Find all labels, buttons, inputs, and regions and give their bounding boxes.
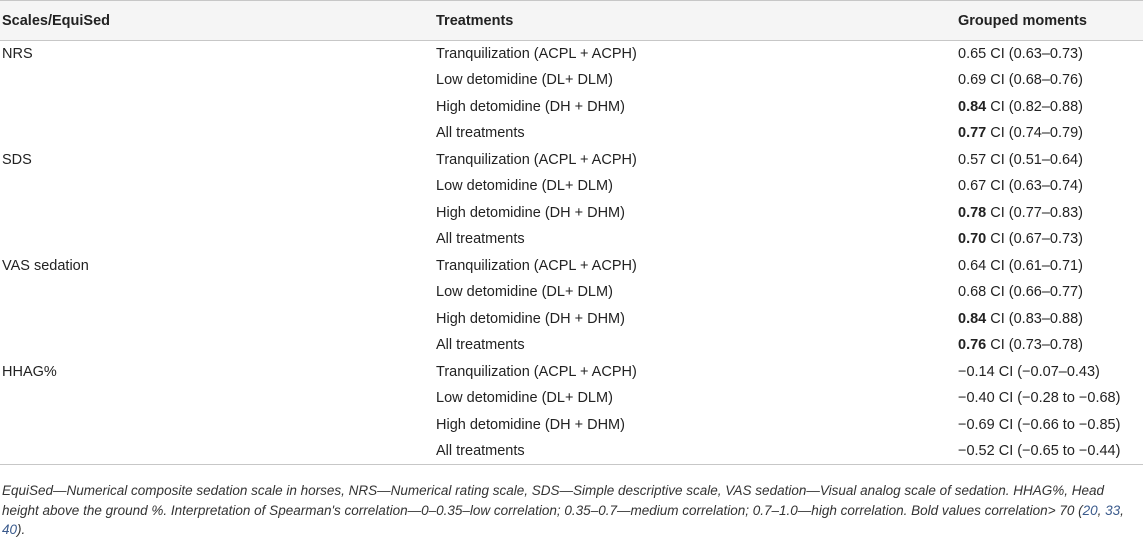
footnote-end: ). (17, 522, 26, 537)
scale-cell (0, 67, 436, 94)
treatment-cell: High detomidine (DH + DHM) (436, 310, 625, 327)
moment-value: 0.64 CI (0.61–0.71) (958, 257, 1083, 274)
table-header-row (0, 1, 1143, 41)
table-row (0, 67, 1143, 94)
scale-cell: VAS sedation (2, 257, 89, 274)
scale-cell (0, 306, 436, 333)
scale-cell (0, 200, 436, 227)
table-row (0, 147, 1143, 174)
grouped-moment-cell (958, 200, 1143, 227)
grouped-moment-cell (958, 385, 1143, 412)
treatment-cell: Low detomidine (DL+ DLM) (436, 390, 613, 407)
moment-value: CI (0.83–0.88) (986, 310, 1083, 327)
scale-cell: NRS (2, 46, 33, 62)
bold-correlation-value: 0.77 (958, 125, 987, 142)
grouped-moment-cell (958, 438, 1143, 465)
treatment-cell: All treatments (436, 438, 958, 465)
table-row (0, 412, 1143, 439)
grouped-moment-cell (958, 94, 1143, 121)
table-row (0, 279, 1143, 306)
grouped-moment-cell (958, 332, 1143, 359)
header-treatments: Treatments (436, 1, 958, 41)
treatment-cell: High detomidine (DH + DHM) (436, 98, 625, 115)
treatment-cell: All treatments (436, 231, 525, 248)
footnote-ref[interactable]: 40 (2, 522, 18, 537)
grouped-moment-cell (958, 147, 1143, 174)
scale-cell (0, 385, 436, 412)
treatment-cell: Tranquilization (ACPL + ACPH) (436, 151, 637, 168)
grouped-moment-cell (958, 41, 1143, 68)
table-row (0, 200, 1143, 227)
moment-value: −0.14 CI (−0.07–0.43) (958, 363, 1100, 380)
treatment-cell: Tranquilization (ACPL + ACPH) (436, 46, 637, 62)
grouped-moment-cell (958, 120, 1143, 147)
moment-value: −0.52 CI (−0.65 to −0.44) (958, 443, 1121, 459)
treatment-cell: All treatments (436, 125, 525, 142)
grouped-moment-cell (958, 253, 1143, 280)
treatment-cell: Low detomidine (DL+ DLM) (436, 72, 613, 89)
scale-cell (0, 438, 436, 465)
moment-value: 0.69 CI (0.68–0.76) (958, 72, 1083, 89)
treatment-cell: High detomidine (DH + DHM) (436, 416, 625, 433)
table-row (0, 332, 1143, 359)
footnote-ref[interactable]: 20 (1082, 502, 1098, 518)
header-grouped-moments: Grouped moments (958, 1, 1143, 41)
moment-value: −0.40 CI (−0.28 to −0.68) (958, 390, 1121, 407)
table-row (0, 226, 1143, 253)
table-footnote (0, 465, 1139, 540)
grouped-moment-cell (958, 412, 1143, 439)
footnote-ref[interactable]: 33 (1105, 502, 1121, 518)
moment-value: CI (0.73–0.78) (986, 337, 1083, 354)
grouped-moment-cell (958, 359, 1143, 386)
bold-correlation-value: 0.84 (958, 98, 987, 115)
table-row (0, 359, 1143, 386)
footnote-text: EquiSed—Numerical composite sedation scale in horses, NRS—Numerical rating scale, SDS—Simple descriptive scale, VAS sedation—Visual analog scale of sedation. HHAG%, Head height above the ground %. Interpretation of Spearman's correlation—0–0.35–low correlation; 0.35–0.7—medium correlation; 0.7–1.0—high correlation. Bold values correlation> 70 ( (2, 483, 1105, 518)
grouped-moment-cell (958, 173, 1143, 200)
grouped-moment-cell (958, 306, 1143, 333)
scale-cell (0, 94, 436, 121)
scale-cell (0, 412, 436, 439)
footnote-separator: , (1120, 502, 1124, 518)
treatment-cell: High detomidine (DH + DHM) (436, 204, 625, 221)
moment-value: CI (0.67–0.73) (986, 231, 1083, 248)
table-row (0, 253, 1143, 280)
moment-value: 0.57 CI (0.51–0.64) (958, 151, 1083, 168)
moment-value: 0.65 CI (0.63–0.73) (958, 46, 1083, 62)
treatment-cell: Low detomidine (DL+ DLM) (436, 284, 613, 301)
table-row (0, 438, 1143, 465)
scale-cell (0, 279, 436, 306)
table-row (0, 306, 1143, 333)
treatment-cell: Tranquilization (ACPL + ACPH) (436, 363, 637, 380)
moment-value: 0.67 CI (0.63–0.74) (958, 178, 1083, 195)
bold-correlation-value: 0.70 (958, 231, 987, 248)
moment-value: CI (0.74–0.79) (986, 125, 1083, 142)
moment-value: 0.68 CI (0.66–0.77) (958, 284, 1083, 301)
moment-value: CI (0.77–0.83) (986, 204, 1083, 221)
scale-cell: HHAG% (2, 363, 57, 380)
grouped-moment-cell (958, 279, 1143, 306)
moment-value: −0.69 CI (−0.66 to −0.85) (958, 416, 1121, 433)
bold-correlation-value: 0.76 (958, 337, 987, 354)
moment-value: CI (0.82–0.88) (986, 98, 1083, 115)
table-row (0, 41, 1143, 68)
bold-correlation-value: 0.84 (958, 310, 987, 327)
table-body (0, 41, 1143, 465)
scale-cell (0, 173, 436, 200)
grouped-moment-cell (958, 67, 1143, 94)
scale-cell (0, 226, 436, 253)
treatment-cell: All treatments (436, 337, 525, 354)
table-row (0, 173, 1143, 200)
treatment-cell: Low detomidine (DL+ DLM) (436, 178, 613, 195)
table-row (0, 94, 1143, 121)
bold-correlation-value: 0.78 (958, 204, 987, 221)
scale-cell: SDS (2, 151, 32, 168)
grouped-moment-cell (958, 226, 1143, 253)
footnote-separator: , (1097, 502, 1106, 518)
table-row (0, 120, 1143, 147)
scale-cell (0, 120, 436, 147)
scale-cell (0, 332, 436, 359)
header-scales: Scales/EquiSed (0, 1, 436, 41)
treatment-cell: Tranquilization (ACPL + ACPH) (436, 257, 637, 274)
table-row (0, 385, 1143, 412)
